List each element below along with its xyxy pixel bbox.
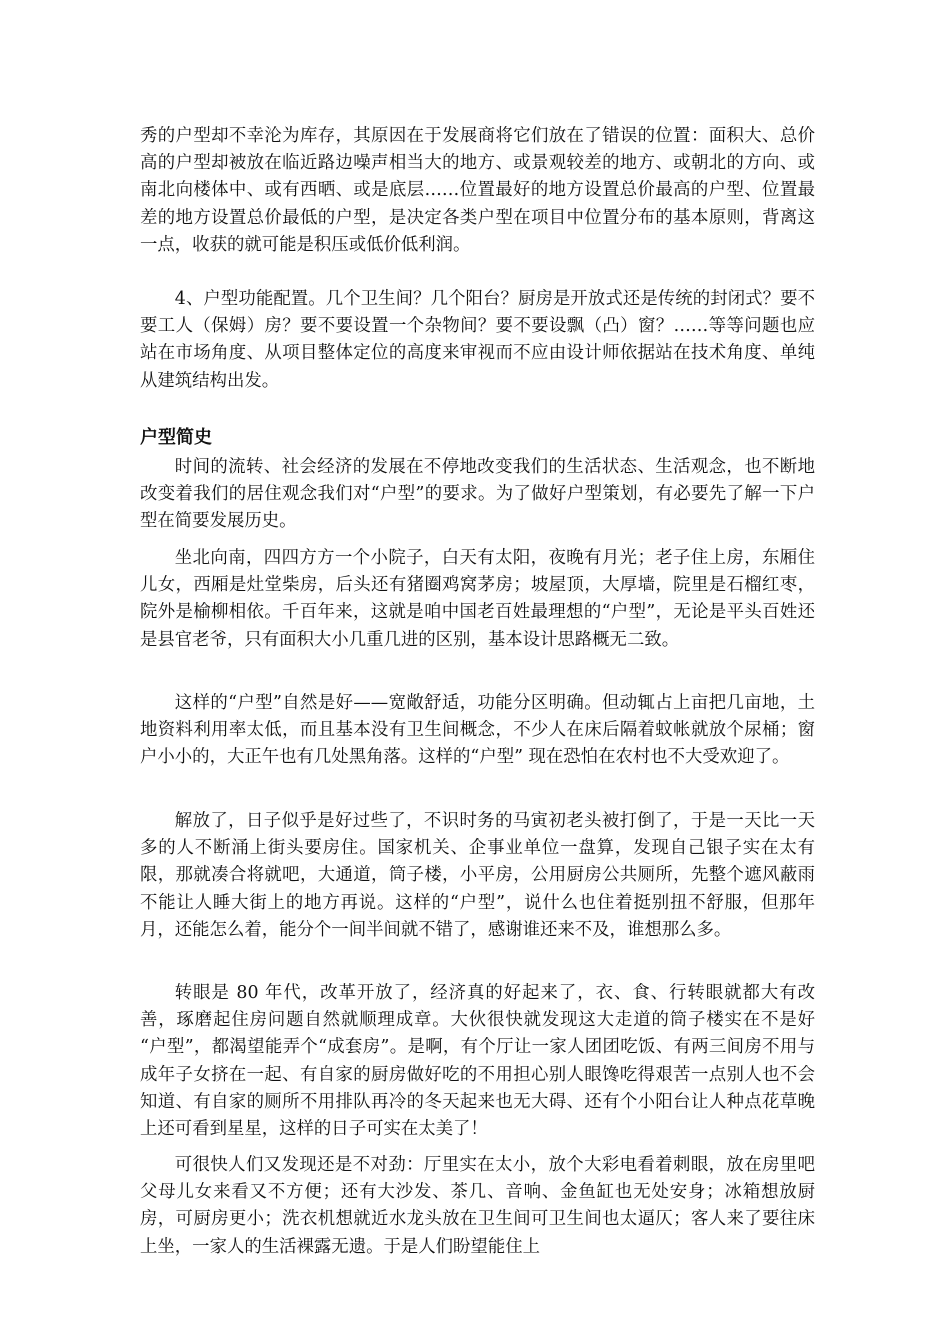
paragraph-courtyard: 坐北向南，四四方方一个小院子，白天有太阳，夜晚有月光；老子住上房，东厢住儿女，西厢是灶堂柴房，后头还有猪圈鸡窝茅房；坡屋顶，大厚墙，院里是石榴红枣，院外是榆柳相依。千百年来，这就是咱中国老百姓最理想的“户型”，无论是平头百姓还是县官老爷，只有面积大小几重几进的区别，基本设计思路概无二致。 [140,548,815,650]
paragraph-courtyard-drawbacks: 这样的“户型”自然是好——宽敞舒适，功能分区明确。但动辄占上亩把几亩地，土地资料利用率太低，而且基本没有卫生间概念，不少人在床后隔着蚊帐就放个尿桶；窗户小小的，大正午也有几处黑角落。这样的“户型” 现在恐怕在农村也不大受欢迎了。 [140,693,815,768]
paragraph-new-problems: 可很快人们又发现还是不对劲：厅里实在太小，放个大彩电看着刺眼，放在房里吧父母儿女来看又不方便；还有大沙发、茶几、音响、金鱼缸也无处安身；冰箱想放厨房，可厨房更小；洗衣机想就近水龙头放在卫生间可卫生间也太逼仄；客人来了要往床上坐，一家人的生活裸露无遗。于是人们盼望能住上 [140,1155,815,1257]
paragraph-eighties: 转眼是 80 年代，改革开放了，经济真的好起来了，衣、食、行转眼就都大有改善，琢磨起住房问题自然就顺理成章。大伙很快就发现这大走道的筒子楼实在不是好 “户型”，都渴望能弄个“成套房”。是啊，有个厅让一家人团团吃饭、有两三间房不用与成年子女挤在一起、有自家的厨房做好吃的不用担心别人眼馋吃得艰苦一点别人也不会知道、有自家的厕所不用排队再冷的冬天起来也无大碍、还有个小阳台让人种点花草晚上还可看到星星，这样的日子可实在太美了！ [140,983,815,1140]
paragraph-function-config: 4、户型功能配置。几个卫生间？几个阳台？厨房是开放式还是传统的封闭式？要不要工人（保姆）房？要不要设置一个杂物间？要不要设飘（凸）窗？……等等问题也应站在市场角度、从项目整体定位的高度来审视而不应由设计师依据站在技术角度、单纯从建筑结构出发。 [140,289,815,391]
paragraph-liberation: 解放了，日子似乎是好过些了，不识时务的马寅初老头被打倒了，于是一天比一天多的人不断涌上街头要房住。国家机关、企事业单位一盘算，发现自己银子实在太有限，那就凑合将就吧，大通道，筒子楼，小平房，公用厨房公共厕所，先整个遮风蔽雨不能让人睡大街上的地方再说。这样的“户型”，说什么也住着挺别扭不舒服，但那年月，还能怎么着，能分个一间半间就不错了，感谢谁还来不及，谁想那么多。 [140,811,815,940]
paragraph-intro-history: 时间的流转、社会经济的发展在不停地改变我们的生活状态、生活观念，也不断地改变着我们的居住观念我们对“户型”的要求。为了做好户型策划，有必要先了解一下户型在简要发展历史。 [140,457,815,532]
section-heading: 户型简史 [140,427,212,448]
paragraph-unit-placement: 秀的户型却不幸沦为库存，其原因在于发展商将它们放在了错误的位置：面积大、总价高的户型却被放在临近路边噪声相当大的地方、或景观较差的地方、或朝北的方向、或南北向楼体中、或有西晒、或是底层……位置最好的地方设置总价最高的户型、位置最差的地方设置总价最低的户型，是决定各类户型在项目中位置分布的基本原则，背离这一点，收获的就可能是积压或低价低利润。 [140,126,815,255]
